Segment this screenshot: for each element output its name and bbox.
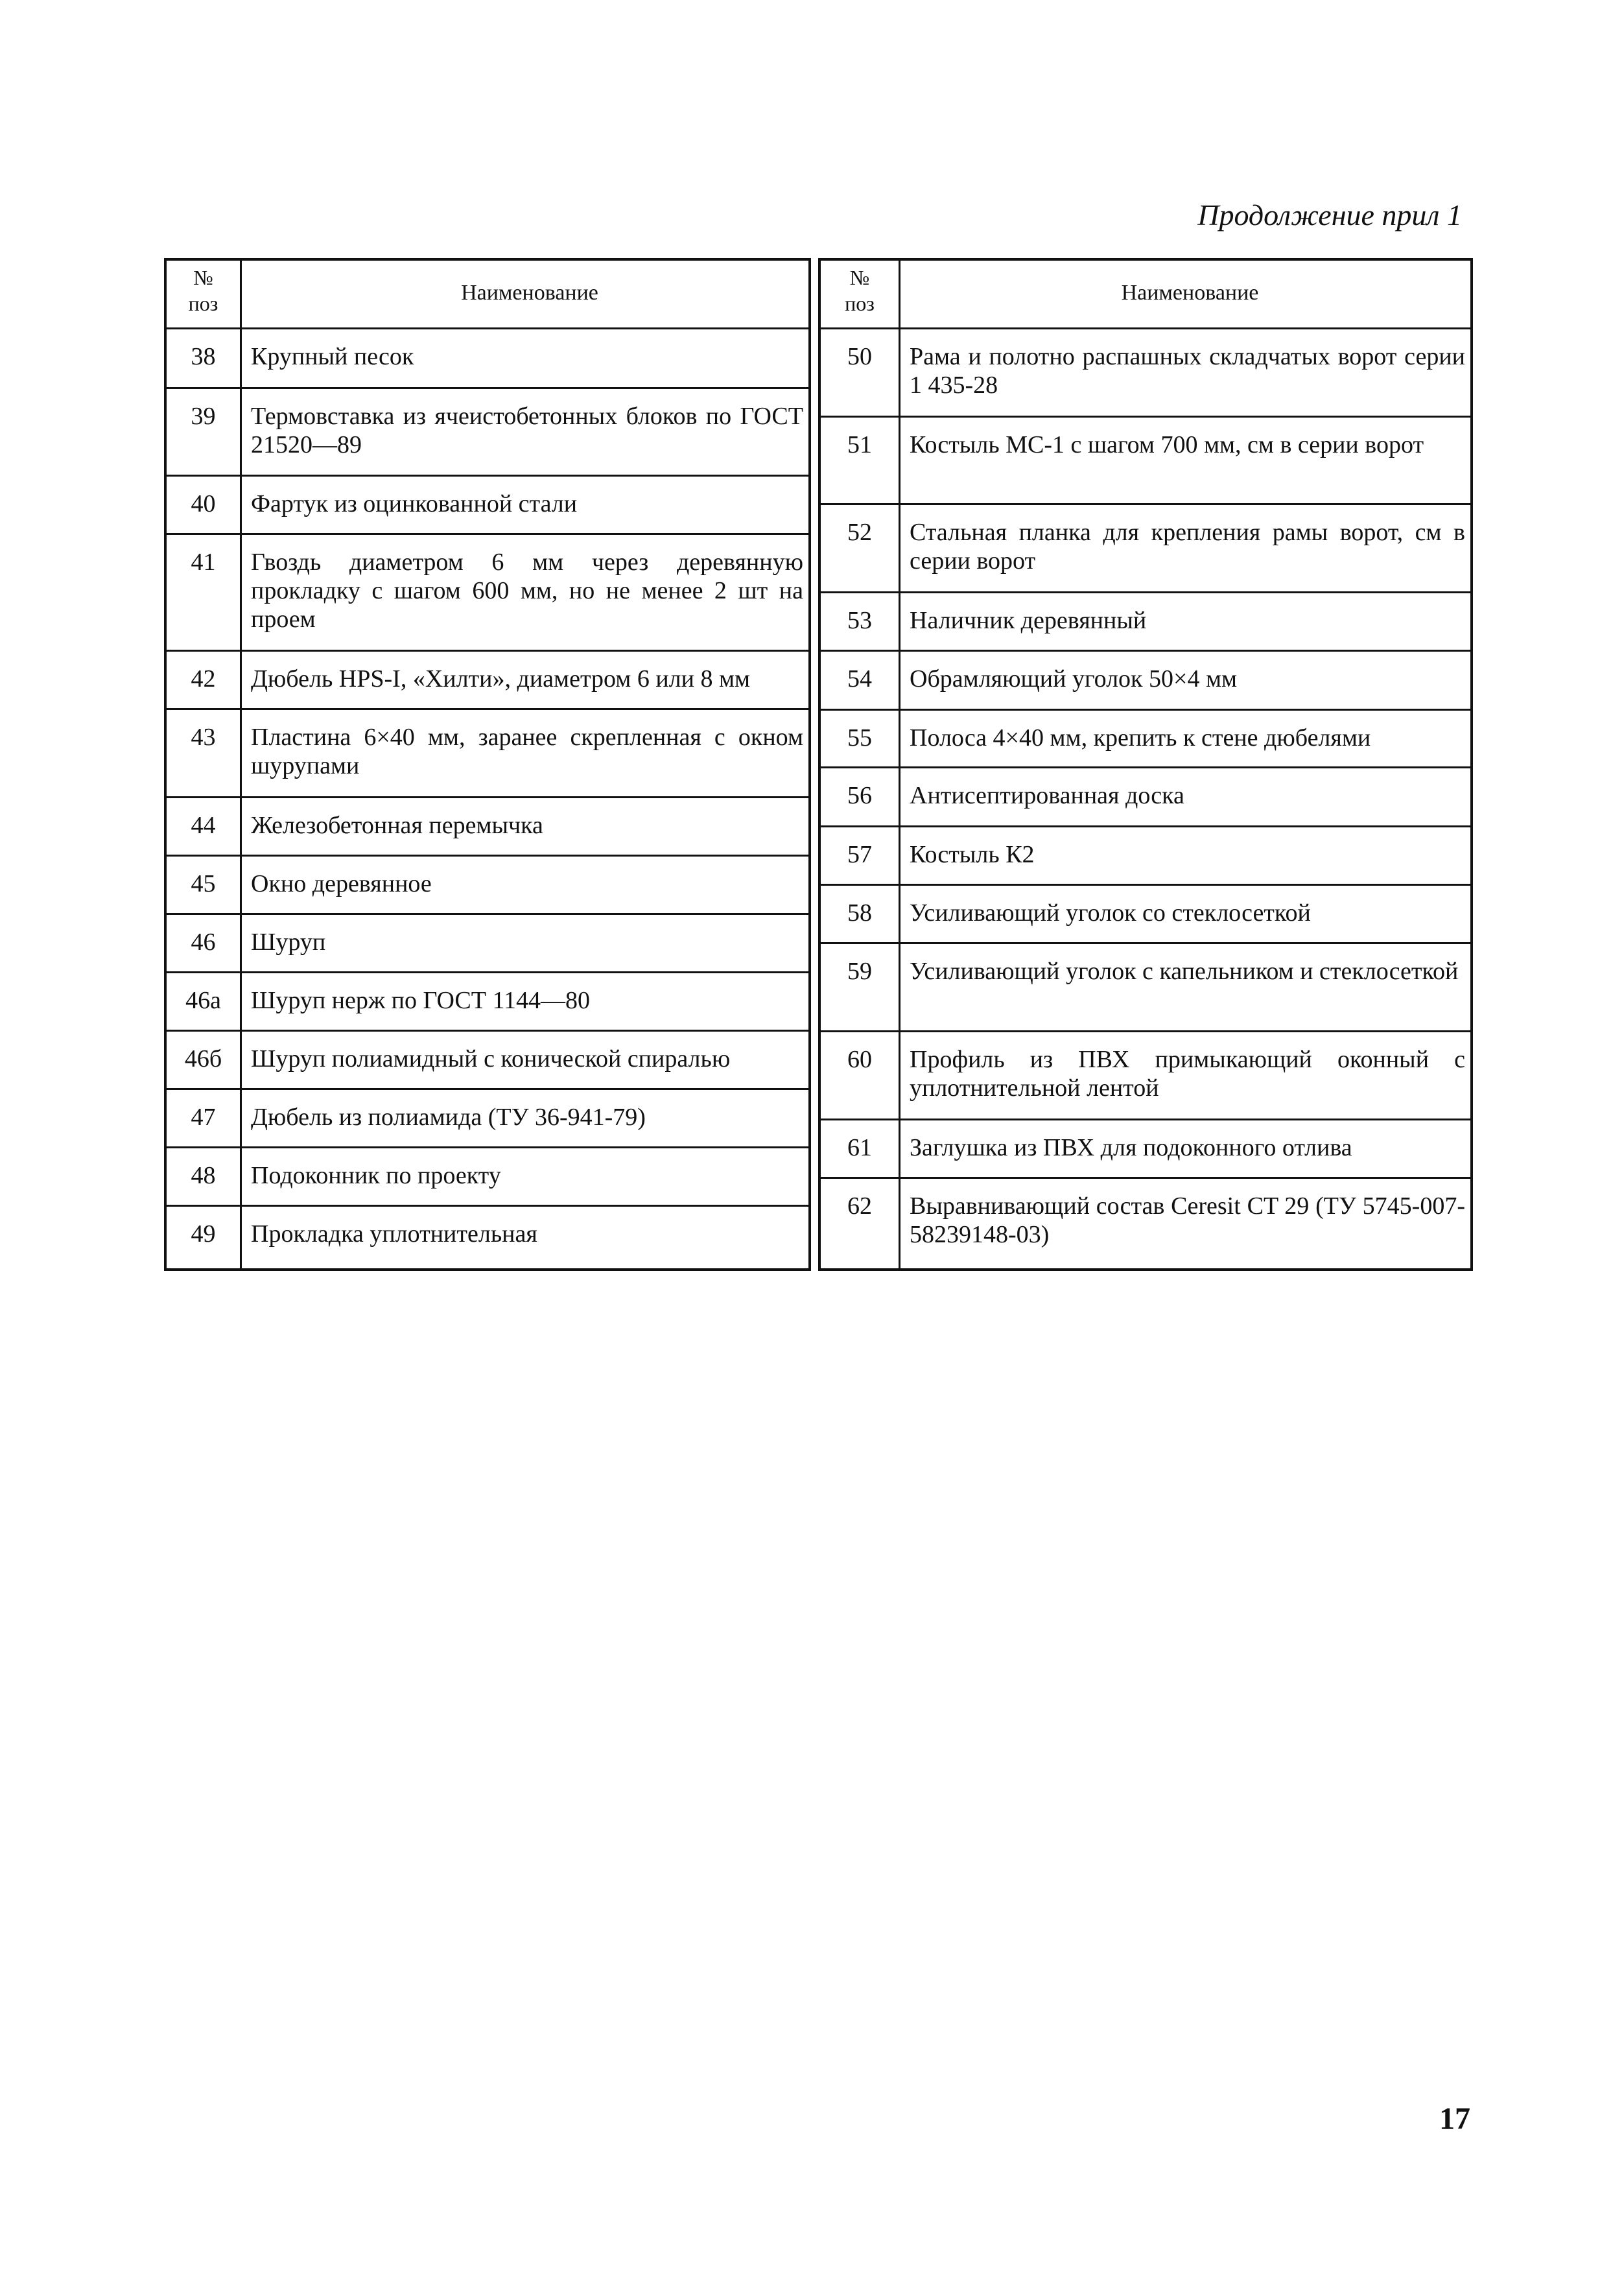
- table-row: [821, 505, 1470, 593]
- row-name: Обрамляющий уголок 50×4 мм: [910, 665, 1238, 693]
- row-number: 46б: [184, 1045, 222, 1072]
- row-name: Железобетонная перемычка: [251, 812, 543, 839]
- table-row: [167, 535, 808, 652]
- row-name: Фартук из оцинкованной стали: [251, 490, 578, 517]
- row-number: 60: [847, 1046, 872, 1073]
- row-name: Профиль из ПВХ примыкающий оконный с уплотнительной лентой: [910, 1046, 1465, 1102]
- row-number: 45: [191, 870, 216, 897]
- row-name: Пластина 6×40 мм, заранее скрепленная с окном шурупами: [251, 724, 803, 779]
- row-name: Наличник деревянный: [910, 607, 1147, 634]
- page-number: 17: [1439, 2101, 1470, 2136]
- table-row: [821, 652, 1470, 711]
- header-num: № поз: [845, 266, 875, 315]
- row-name: Антисептированная доска: [910, 782, 1184, 809]
- row-name: Гвоздь диаметром 6 мм через деревянную прокладку с шагом 600 мм, но не менее 2 шт на проем: [251, 549, 803, 633]
- row-name: Термовставка из ячеистобетонных блоков по ГОСТ 21520—89: [251, 403, 803, 458]
- table-row: [821, 768, 1470, 827]
- row-number: 44: [191, 812, 216, 839]
- table-row: [821, 593, 1470, 652]
- row-name: Усиливающий уголок со стеклосеткой: [910, 899, 1311, 927]
- table-row: [821, 944, 1470, 1032]
- row-name: Дюбель HPS-I, «Хилти», диаметром 6 или 8 мм: [251, 665, 751, 693]
- row-name: Шуруп полиамидный с конической спиралью: [251, 1045, 731, 1072]
- row-name: Костыль К2: [910, 841, 1035, 868]
- row-name: Заглушка из ПВХ для подоконного отлива: [910, 1134, 1352, 1161]
- table-row: [167, 915, 808, 973]
- header-name: Наименование: [1121, 281, 1259, 305]
- row-number: 58: [847, 899, 872, 927]
- table-row: [821, 1179, 1470, 1265]
- table-row: [167, 1207, 808, 1264]
- table-header: [167, 261, 808, 329]
- row-name: Костыль МС-1 с шагом 700 мм, см в серии ворот: [910, 431, 1424, 458]
- table-row: [821, 418, 1470, 505]
- row-name: Дюбель из полиамида (ТУ 36-941-79): [251, 1104, 646, 1131]
- row-number: 59: [847, 958, 872, 985]
- row-name: Шуруп нерж по ГОСТ 1144—80: [251, 987, 591, 1014]
- table-row: [167, 798, 808, 857]
- row-number: 53: [847, 607, 872, 634]
- row-number: 62: [847, 1192, 872, 1220]
- row-number: 43: [191, 724, 216, 751]
- row-number: 48: [191, 1162, 216, 1189]
- table-row: [821, 827, 1470, 886]
- table-row: [167, 389, 808, 477]
- table-row: [821, 1032, 1470, 1120]
- table-row: [821, 1120, 1470, 1179]
- table-row: [167, 710, 808, 798]
- row-number: 56: [847, 782, 872, 809]
- row-number: 42: [191, 665, 216, 693]
- right-table: [818, 258, 1473, 1271]
- row-name: Прокладка уплотнительная: [251, 1220, 537, 1248]
- table-row: [821, 329, 1470, 418]
- row-name: Усиливающий уголок с капельником и стеклосеткой: [910, 958, 1459, 985]
- row-number: 52: [847, 519, 872, 546]
- row-number: 55: [847, 724, 872, 752]
- row-name: Подоконник по проекту: [251, 1162, 501, 1189]
- table-row: [167, 857, 808, 915]
- row-name: Окно деревянное: [251, 870, 432, 897]
- table-row: [821, 886, 1470, 944]
- table-row: [167, 477, 808, 535]
- row-number: 38: [191, 343, 216, 370]
- table-row: [821, 711, 1470, 768]
- row-name: Шуруп: [251, 929, 326, 956]
- row-name: Полоса 4×40 мм, крепить к стене дюбелями: [910, 724, 1371, 752]
- row-number: 40: [191, 490, 216, 517]
- row-name: Стальная планка для крепления рамы ворот, см в серии ворот: [910, 519, 1465, 574]
- table-header: [821, 261, 1470, 329]
- table-row: [167, 1090, 808, 1148]
- row-name: Рама и полотно распашных складчатых ворот серии 1 435-28: [910, 343, 1465, 399]
- table-row: [167, 973, 808, 1032]
- row-number: 61: [847, 1134, 872, 1161]
- row-number: 46: [191, 929, 216, 956]
- table-row: [167, 652, 808, 710]
- row-number: 49: [191, 1220, 216, 1248]
- left-table: [164, 258, 811, 1271]
- row-name: Выравнивающий состав Ceresit CT 29 (ТУ 5745-007-58239148-03): [910, 1192, 1465, 1248]
- table-row: [167, 329, 808, 389]
- row-number: 50: [847, 343, 872, 370]
- table-row: [167, 1148, 808, 1207]
- header-name: Наименование: [461, 281, 598, 305]
- row-number: 47: [191, 1104, 216, 1131]
- table-row: [167, 1032, 808, 1090]
- row-number: 39: [191, 403, 216, 430]
- continuation-label: Продолжение прил 1: [1197, 198, 1462, 231]
- row-number: 57: [847, 841, 872, 868]
- row-number: 54: [847, 665, 872, 693]
- row-number: 46а: [185, 987, 221, 1014]
- header-num: № поз: [188, 266, 218, 315]
- row-number: 51: [847, 431, 872, 458]
- row-name: Крупный песок: [251, 343, 414, 370]
- row-number: 41: [191, 549, 216, 576]
